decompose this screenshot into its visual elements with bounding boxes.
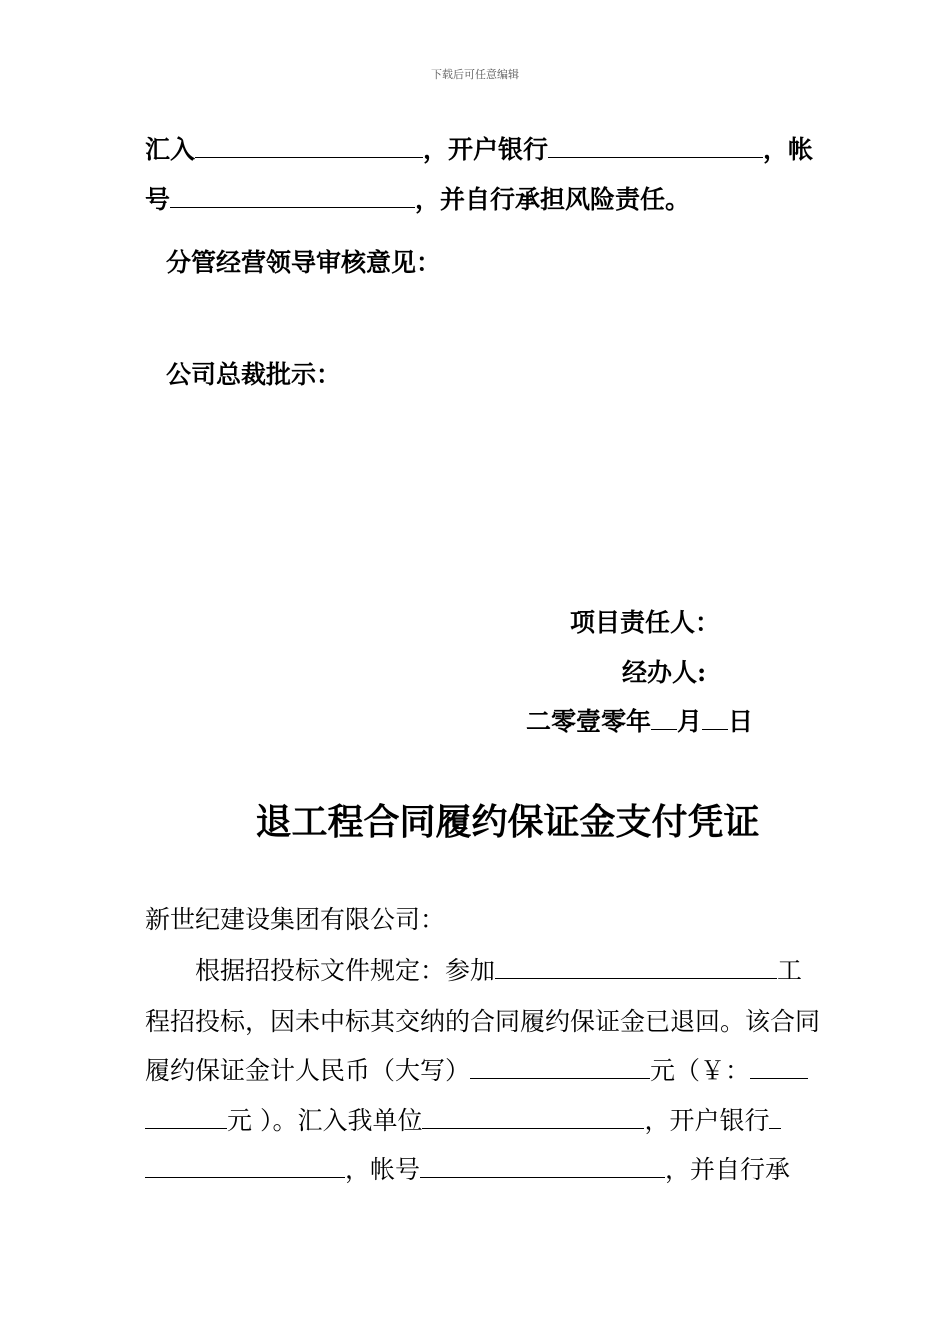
voucher-line-5 xyxy=(145,1155,790,1185)
amount-figure-blank-start[interactable] xyxy=(750,1056,808,1079)
remit-line-1 xyxy=(145,135,813,165)
bank-blank[interactable] xyxy=(548,135,763,158)
p5-suffix: ，并自行承 xyxy=(665,1155,791,1184)
voucher-title: 退工程合同履约保证金支付凭证 xyxy=(255,801,760,843)
day-blank[interactable] xyxy=(702,707,728,730)
voucher-account-blank[interactable] xyxy=(420,1155,665,1178)
page-header: 下载后可任意编辑 xyxy=(431,68,519,81)
remit-label: 汇入 xyxy=(145,135,196,164)
bank-blank-end[interactable] xyxy=(145,1155,345,1178)
review-label: 分管经营领导审核意见： xyxy=(166,248,442,277)
month-blank[interactable] xyxy=(651,707,677,730)
account-blank[interactable] xyxy=(170,185,415,208)
voucher-line-4 xyxy=(145,1106,781,1136)
p1-prefix: 根据招投标文件规定：参加 xyxy=(195,956,496,985)
p4-suffix: ，开户银行 xyxy=(644,1106,770,1135)
remit-line-2 xyxy=(145,185,690,215)
addressee: 新世纪建设集团有限公司： xyxy=(145,905,446,934)
voucher-line-3 xyxy=(145,1056,808,1086)
p4-middle: 元 ）。汇入我单位 xyxy=(227,1106,423,1135)
project-lead-label: 项目责任人： xyxy=(570,608,721,637)
unit-blank[interactable] xyxy=(422,1106,644,1129)
date-year: 二零壹零年 xyxy=(526,707,652,736)
bank-label: ，开户银行 xyxy=(423,135,549,164)
remit-to-blank[interactable] xyxy=(195,135,423,158)
date-line xyxy=(526,707,753,737)
approval-label: 公司总裁批示： xyxy=(166,360,342,389)
amount-figure-blank-end[interactable] xyxy=(145,1106,227,1129)
bank-blank-start[interactable] xyxy=(769,1106,781,1129)
amount-words-blank[interactable] xyxy=(470,1056,650,1079)
voucher-line-2: 程招投标，因未中标其交纳的合同履约保证金已退回。该合同 xyxy=(145,1007,821,1036)
account-label-start: ，帐 xyxy=(763,135,814,164)
handler-label: 经办人: xyxy=(622,658,707,687)
account-label-end: 号 xyxy=(145,185,171,214)
risk-statement: ，并自行承担风险责任。 xyxy=(415,185,691,214)
date-month-label: 月 xyxy=(677,707,703,736)
project-blank[interactable] xyxy=(495,956,777,979)
p1-suffix: 工 xyxy=(777,956,803,985)
p3-middle: 元（￥： xyxy=(650,1056,751,1085)
p3-prefix: 履约保证金计人民币（大写） xyxy=(145,1056,471,1085)
date-day-label: 日 xyxy=(728,707,754,736)
p5-middle: ，帐号 xyxy=(345,1155,421,1184)
voucher-line-1 xyxy=(195,956,802,986)
